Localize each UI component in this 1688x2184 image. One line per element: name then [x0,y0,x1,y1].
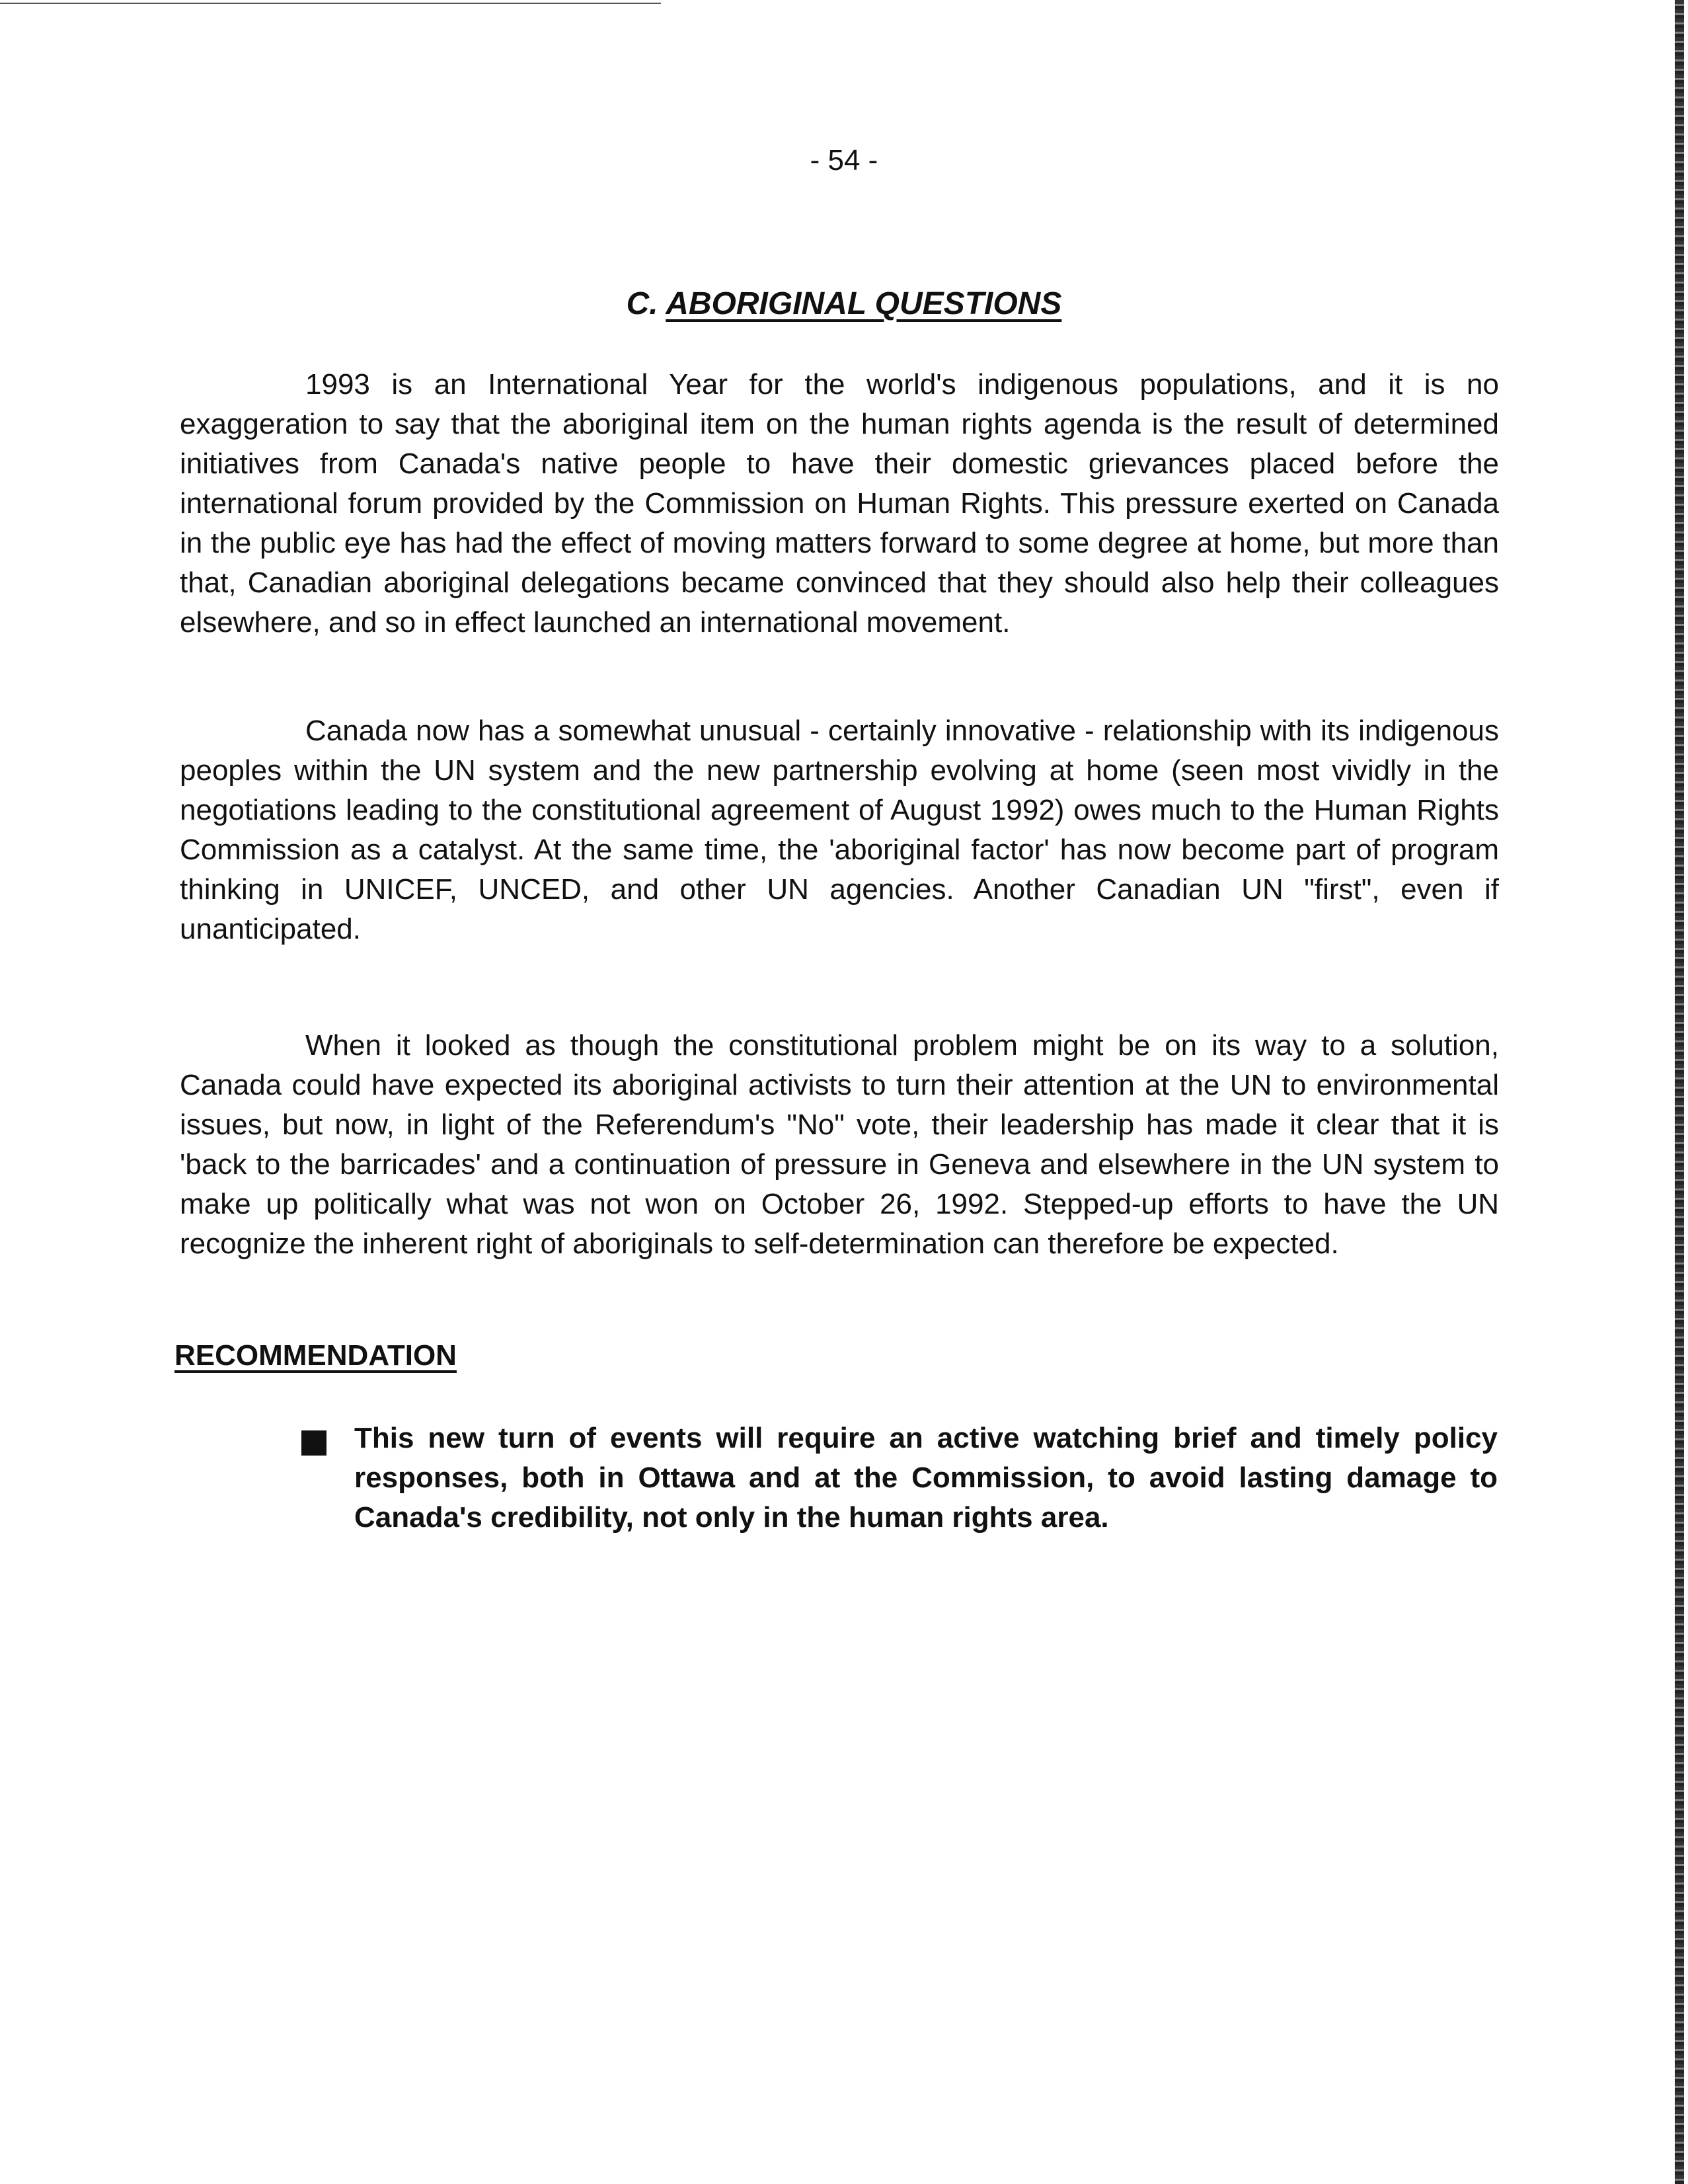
page-number: - 54 - [810,144,878,176]
section-heading [0,286,1688,322]
scan-right-edge [1675,0,1684,2184]
square-bullet-icon [301,1430,326,1456]
section-title: ABORIGINAL QUESTIONS [666,286,1062,321]
recommendation-heading: RECOMMENDATION [174,1339,457,1372]
paragraph: When it looked as though the constitutional problem might be on its way to a solution, Canada could have expected its aboriginal activists to turn their attention at the UN to environmental issues, but now, in light of the Referendum's "No" vote, their leadership has made it clear that it is 'back to the barricades' and a continuation of pressure in Geneva and elsewhere in the UN system to make up politically what was not won on October 26, 1992. Stepped-up efforts to have the UN recognize the inherent right of aboriginals to self-determination can therefore be expected. [180,1029,1499,1260]
paragraph: Canada now has a somewhat unusual - certainly innovative - relationship with its indigenous peoples within the UN system and the new partnership evolving at home (seen most vividly in the negotiations leading to the constitutional agreement of August 1992) owes much to the Human Rights Commission as a catalyst. At the same time, the 'aboriginal factor' has now become part of program thinking in UNICEF, UNCED, and other UN agencies. Another Canadian UN "first", even if unanticipated. [180,715,1499,945]
paragraph: 1993 is an International Year for the world's indigenous populations, and it is no exaggeration to say that the aboriginal item on the human rights agenda is the result of determined initiatives from Canada's native people to have their domestic grievances placed before the international forum provided by the Commission on Human Rights. This pressure exerted on Canada in the public eye has had the effect of moving matters forward to some degree at home, but more than that, Canadian aboriginal delegations became convinced that they should also help their colleagues elsewhere, and so in effect launched an international movement. [180,368,1499,639]
scan-top-edge-line [0,3,661,4]
section-prefix: C. [626,286,658,321]
recommendation-text: This new turn of events will require an active watching brief and timely policy responses, both in Ottawa and at the Commission, to avoid lasting damage to Canada's credibility, not only in the human rights area. [354,1422,1498,1534]
